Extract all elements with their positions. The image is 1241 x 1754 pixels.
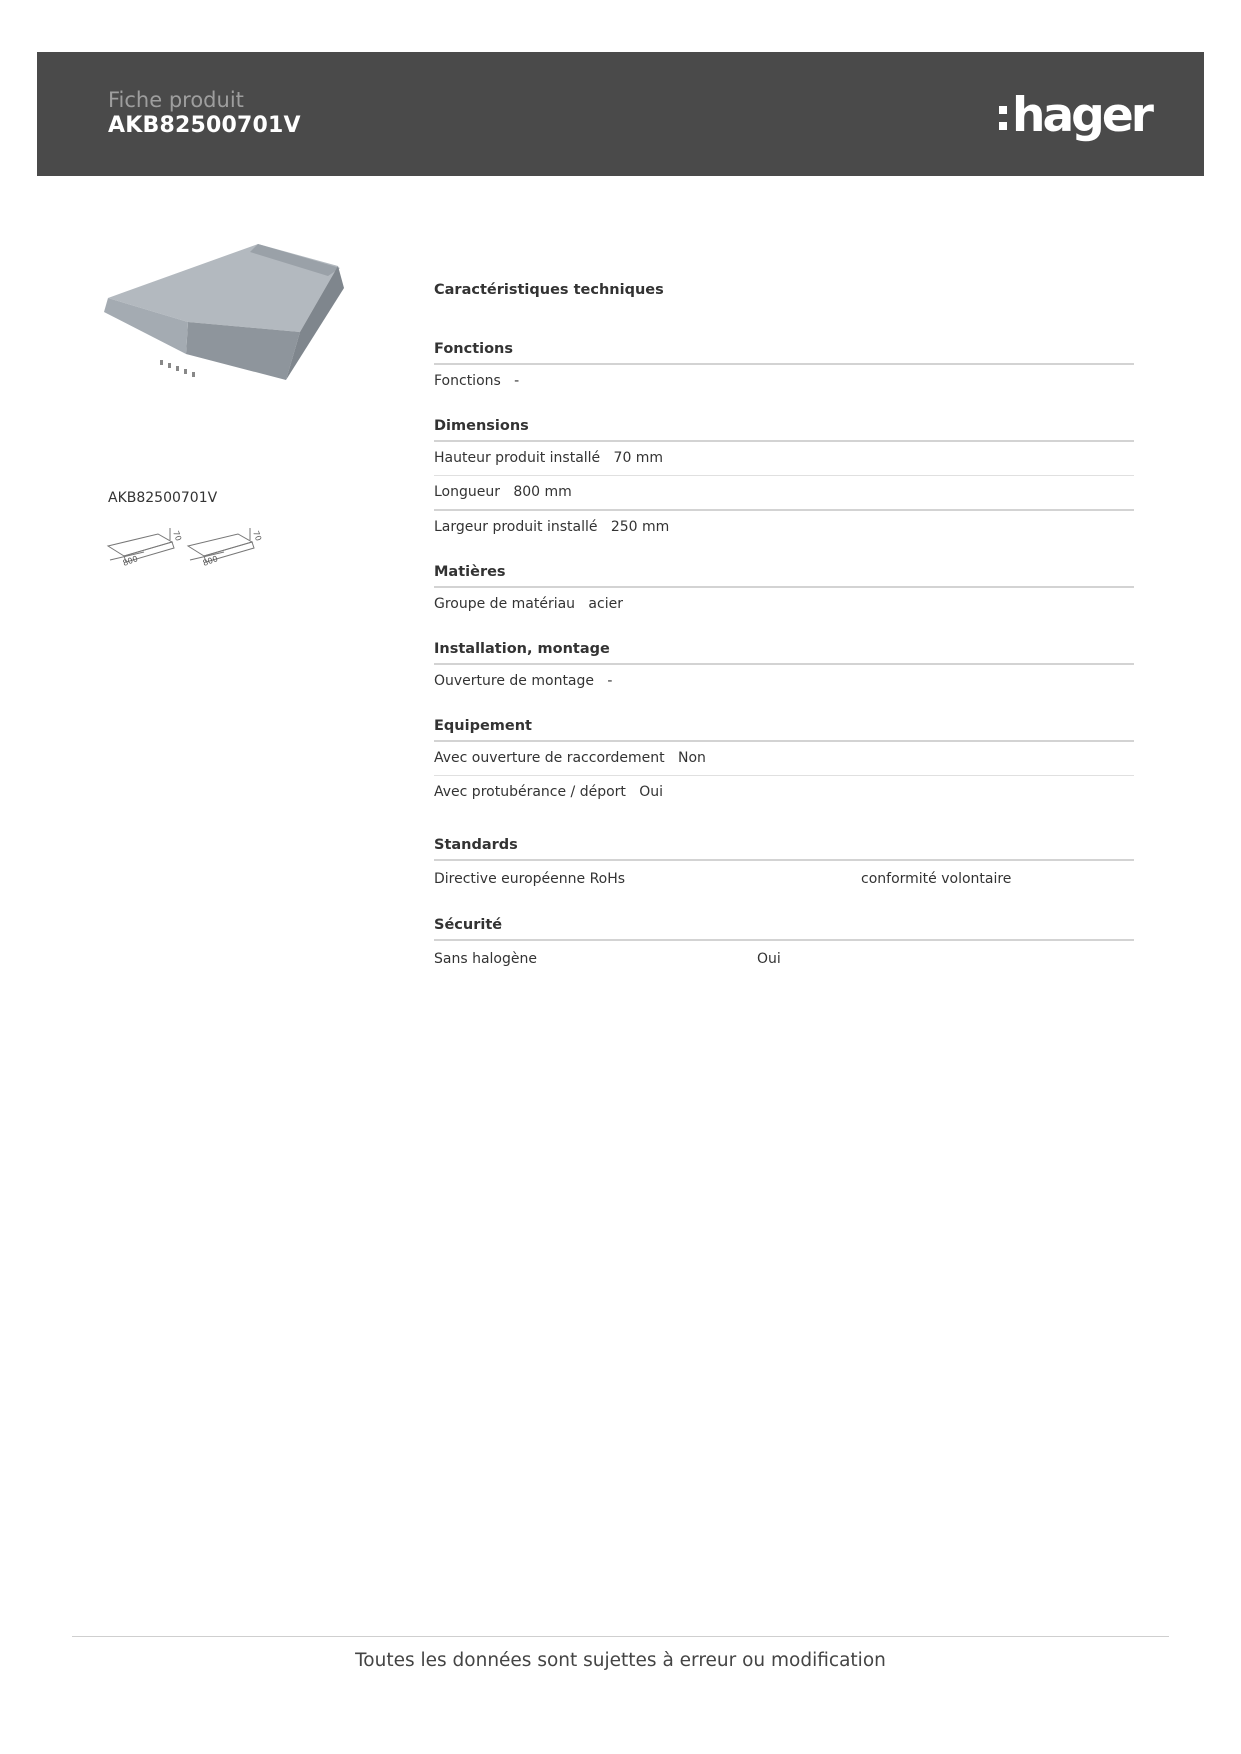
spec-label: Sans halogène	[434, 951, 537, 967]
spec-label: Groupe de matériau	[434, 596, 576, 612]
spec-row	[434, 776, 1134, 809]
spec-group-dimensions	[434, 418, 1134, 544]
technical-specifications	[434, 282, 1134, 997]
logo-wordmark: hager	[1012, 87, 1151, 143]
header-subtitle: Fiche produit	[108, 88, 244, 112]
spec-label: Longueur	[434, 484, 500, 500]
spec-value: Oui	[639, 784, 664, 800]
spec-label: Directive européenne RoHs	[434, 871, 626, 887]
spec-value: 800 mm	[513, 484, 572, 500]
spec-label: Avec ouverture de raccordement	[434, 750, 665, 766]
hager-logo	[999, 85, 1151, 145]
drawing-dim-b-2: 70	[251, 529, 264, 543]
spec-row	[434, 588, 1134, 621]
spec-group-standards	[434, 837, 1134, 897]
spec-group-installation	[434, 641, 1134, 698]
spec-value: Oui	[757, 951, 781, 967]
spec-row	[434, 665, 1134, 698]
drawing-dim-a-2: 800	[201, 554, 220, 568]
spec-group-title: Equipement	[434, 718, 1134, 742]
product-image	[100, 230, 360, 390]
spec-row	[434, 442, 1134, 476]
spec-value: conformité volontaire	[861, 871, 1012, 887]
spec-group-title: Fonctions	[434, 341, 1134, 365]
spec-group-title: Sécurité	[434, 917, 1134, 941]
spec-group-title: Standards	[434, 837, 1134, 861]
spec-row	[434, 511, 1134, 544]
spec-row	[434, 941, 1134, 977]
spec-label: Ouverture de montage	[434, 673, 595, 689]
spec-label: Hauteur produit installé	[434, 450, 601, 466]
spec-group-matieres	[434, 564, 1134, 621]
spec-label: Avec protubérance / déport	[434, 784, 626, 800]
spec-value: -	[607, 673, 613, 689]
spec-row	[434, 365, 1134, 398]
spec-group-title: Dimensions	[434, 418, 1134, 442]
footer-divider	[72, 1636, 1169, 1637]
spec-group-equipement	[434, 718, 1134, 809]
product-reference-label: AKB82500701V	[108, 490, 218, 506]
spec-group-title: Matières	[434, 564, 1134, 588]
drawing-dim-b: 70	[171, 529, 184, 543]
spec-value: 70 mm	[613, 450, 664, 466]
spec-row	[434, 742, 1134, 776]
spec-group-title: Installation, montage	[434, 641, 1134, 665]
product-reference-title: AKB82500701V	[108, 113, 301, 138]
spec-value: acier	[588, 596, 623, 612]
spec-label: Largeur produit installé	[434, 519, 598, 535]
spec-value: -	[514, 373, 520, 389]
footer-disclaimer: Toutes les données sont sujettes à erreur ou modification	[355, 1650, 886, 1671]
spec-label: Fonctions	[434, 373, 501, 389]
spec-row	[434, 861, 1134, 897]
spec-group-securite	[434, 917, 1134, 977]
spec-value: 250 mm	[610, 519, 670, 535]
dimension-drawing	[100, 518, 275, 610]
logo-dots-icon	[999, 106, 1007, 130]
spec-row	[434, 476, 1134, 511]
spec-value: Non	[678, 750, 706, 766]
drawing-dim-a: 800	[121, 554, 140, 568]
page-header	[37, 52, 1204, 176]
specs-title: Caractéristiques techniques	[434, 282, 664, 298]
spec-group-fonctions	[434, 341, 1134, 398]
